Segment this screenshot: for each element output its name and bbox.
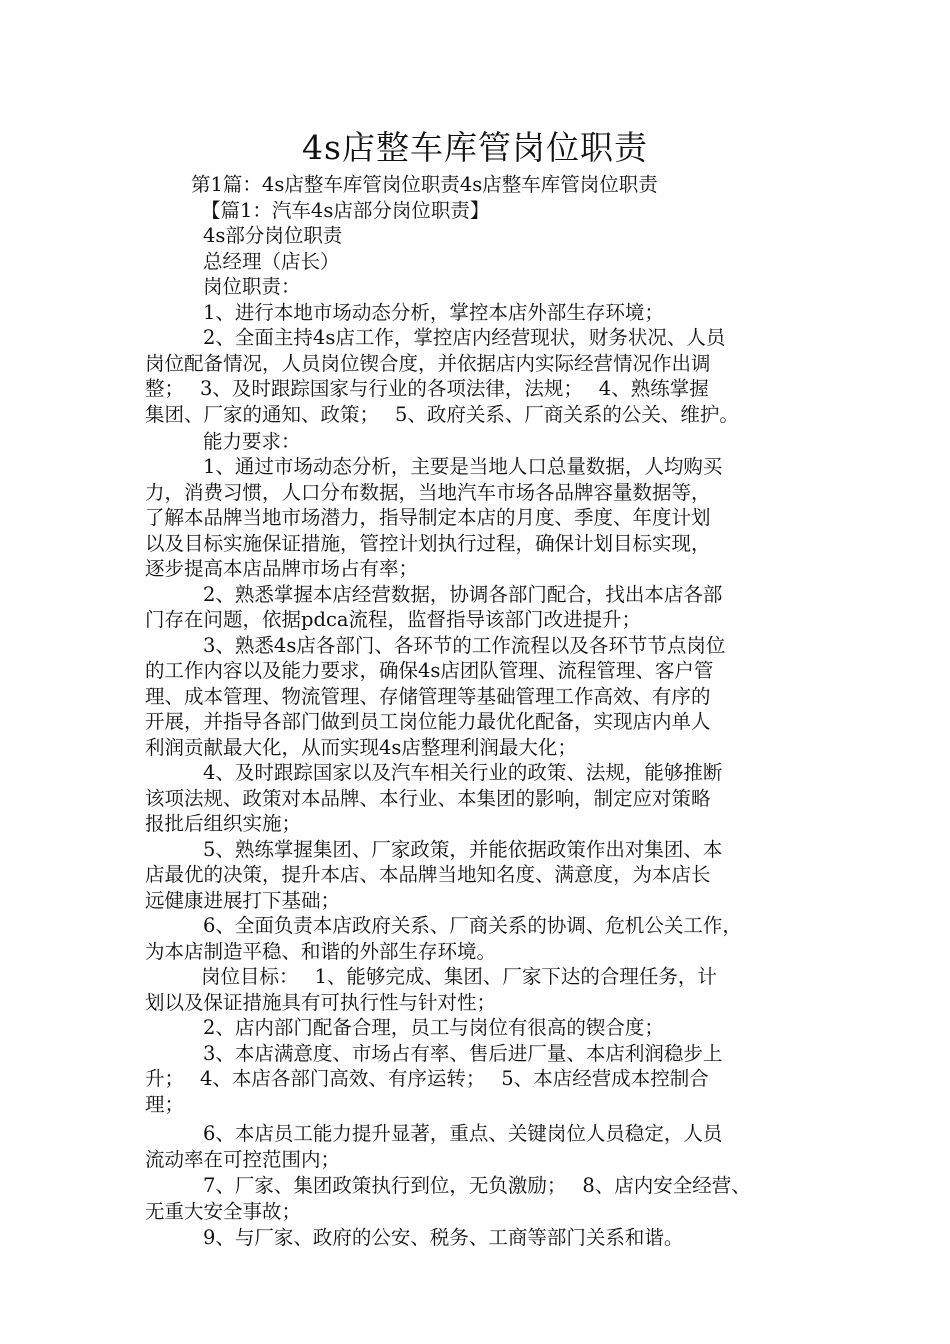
body-line: 店最优的决策，提升本店、本品牌当地知名度、满意度，为本店长 xyxy=(145,863,711,886)
body-line: 为本店制造平稳、和谐的外部生存环境。 xyxy=(145,939,497,963)
body-line: 6、本店员工能力提升显著，重点、关键岗位人员稳定，人员 xyxy=(203,1122,723,1145)
body-line: 的工作内容以及能力要求，确保4s店团队管理、流程管理、客户管 xyxy=(145,659,714,682)
body-line: 能力要求： xyxy=(203,429,301,453)
body-line: 1、进行本地市场动态分析，掌控本店外部生存环境； xyxy=(203,300,664,324)
body-line: 开展，并指导各部门做到员工岗位能力最优化配备，实现店内单人 xyxy=(145,710,711,733)
body-line: 岗位职责： xyxy=(203,275,301,298)
body-line: 报批后组织实施； xyxy=(145,812,302,835)
body-line: 2、店内部门配备合理，员工与岗位有很高的锲合度； xyxy=(203,1016,664,1039)
body-line: 6、全面负责本店政府关系、厂商关系的协调、危机公关工作， xyxy=(203,914,742,937)
body-line: 5、熟练掌握集团、厂家政策，并能依据政策作出对集团、本 xyxy=(203,837,723,861)
body-line: 了解本品牌当地市场潜力，指导制定本店的月度、季度、年度计划 xyxy=(145,506,711,529)
body-line: 2、熟悉掌握本店经营数据，协调各部门配合，找出本店各部 xyxy=(203,582,723,606)
body-line: 以及目标实施保证措施，管控计划执行过程，确保计划目标实现， xyxy=(145,531,711,555)
body-line: 集团、厂家的通知、政策； 5、政府关系、厂商关系的公关、维护。 xyxy=(145,402,739,426)
body-line: 升； 4、本店各部门高效、有序运转； 5、本店经营成本控制合 xyxy=(145,1067,709,1090)
body-line: 岗位目标： 1、能够完成、集团、厂家下达的合理任务，计 xyxy=(201,965,717,988)
body-line: 整； 3、及时跟踪国家与行业的各项法律，法规； 4、熟练掌握 xyxy=(145,377,709,400)
body-line: 该项法规、政策对本品牌、本行业、本集团的影响，制定应对策略 xyxy=(145,786,711,810)
body-line: 无重大安全事故； xyxy=(145,1199,302,1223)
body-line: 【篇1：汽车4s店部分岗位职责】 xyxy=(201,198,490,222)
body-line: 逐步提高本店品牌市场占有率； xyxy=(145,557,419,580)
body-line: 岗位配备情况，人员岗位锲合度，并依据店内实际经营情况作出调 xyxy=(145,351,711,375)
body-line: 总经理（店长） xyxy=(203,249,340,273)
body-line: 第1篇：4s店整车库管岗位职责4s店整车库管岗位职责 xyxy=(191,173,658,196)
body-line: 3、熟悉4s店各部门、各环节的工作流程以及各环节节点岗位 xyxy=(203,633,726,657)
body-line: 3、本店满意度、市场占有率、售后进厂量、本店利润稳步上 xyxy=(203,1041,723,1065)
body-line: 7、厂家、集团政策执行到位，无负激励； 8、店内安全经营、 xyxy=(203,1174,751,1197)
body-line: 2、全面主持4s店工作，掌控店内经营现状，财务状况、人员 xyxy=(203,326,726,349)
body-line: 理、成本管理、物流管理、存储管理等基础管理工作高效、有序的 xyxy=(145,684,711,708)
document-title: 4s店整车库管岗位职责 xyxy=(302,128,648,167)
body-line: 4s部分岗位职责 xyxy=(203,224,343,247)
body-line: 1、通过市场动态分析，主要是当地人口总量数据，人均购买 xyxy=(203,455,723,478)
body-line: 力，消费习惯，人口分布数据，当地汽车市场各品牌容量数据等， xyxy=(145,480,711,504)
document-body xyxy=(145,172,815,1251)
body-line: 理； xyxy=(145,1092,185,1116)
body-line: 利润贡献最大化，从而实现4s店整理利润最大化； xyxy=(145,735,577,759)
body-line: 门存在问题，依据pdca流程，监督指导该部门改进提升； xyxy=(145,608,642,631)
body-line: 划以及保证措施具有可执行性与针对性； xyxy=(145,990,497,1014)
body-line: 9、与厂家、政府的公安、税务、工商等部门关系和谐。 xyxy=(203,1226,684,1249)
body-line: 4、及时跟踪国家以及汽车相关行业的政策、法规，能够推断 xyxy=(203,761,723,784)
body-line: 流动率在可控范围内； xyxy=(145,1147,341,1171)
body-line: 远健康进展打下基础； xyxy=(145,888,341,912)
